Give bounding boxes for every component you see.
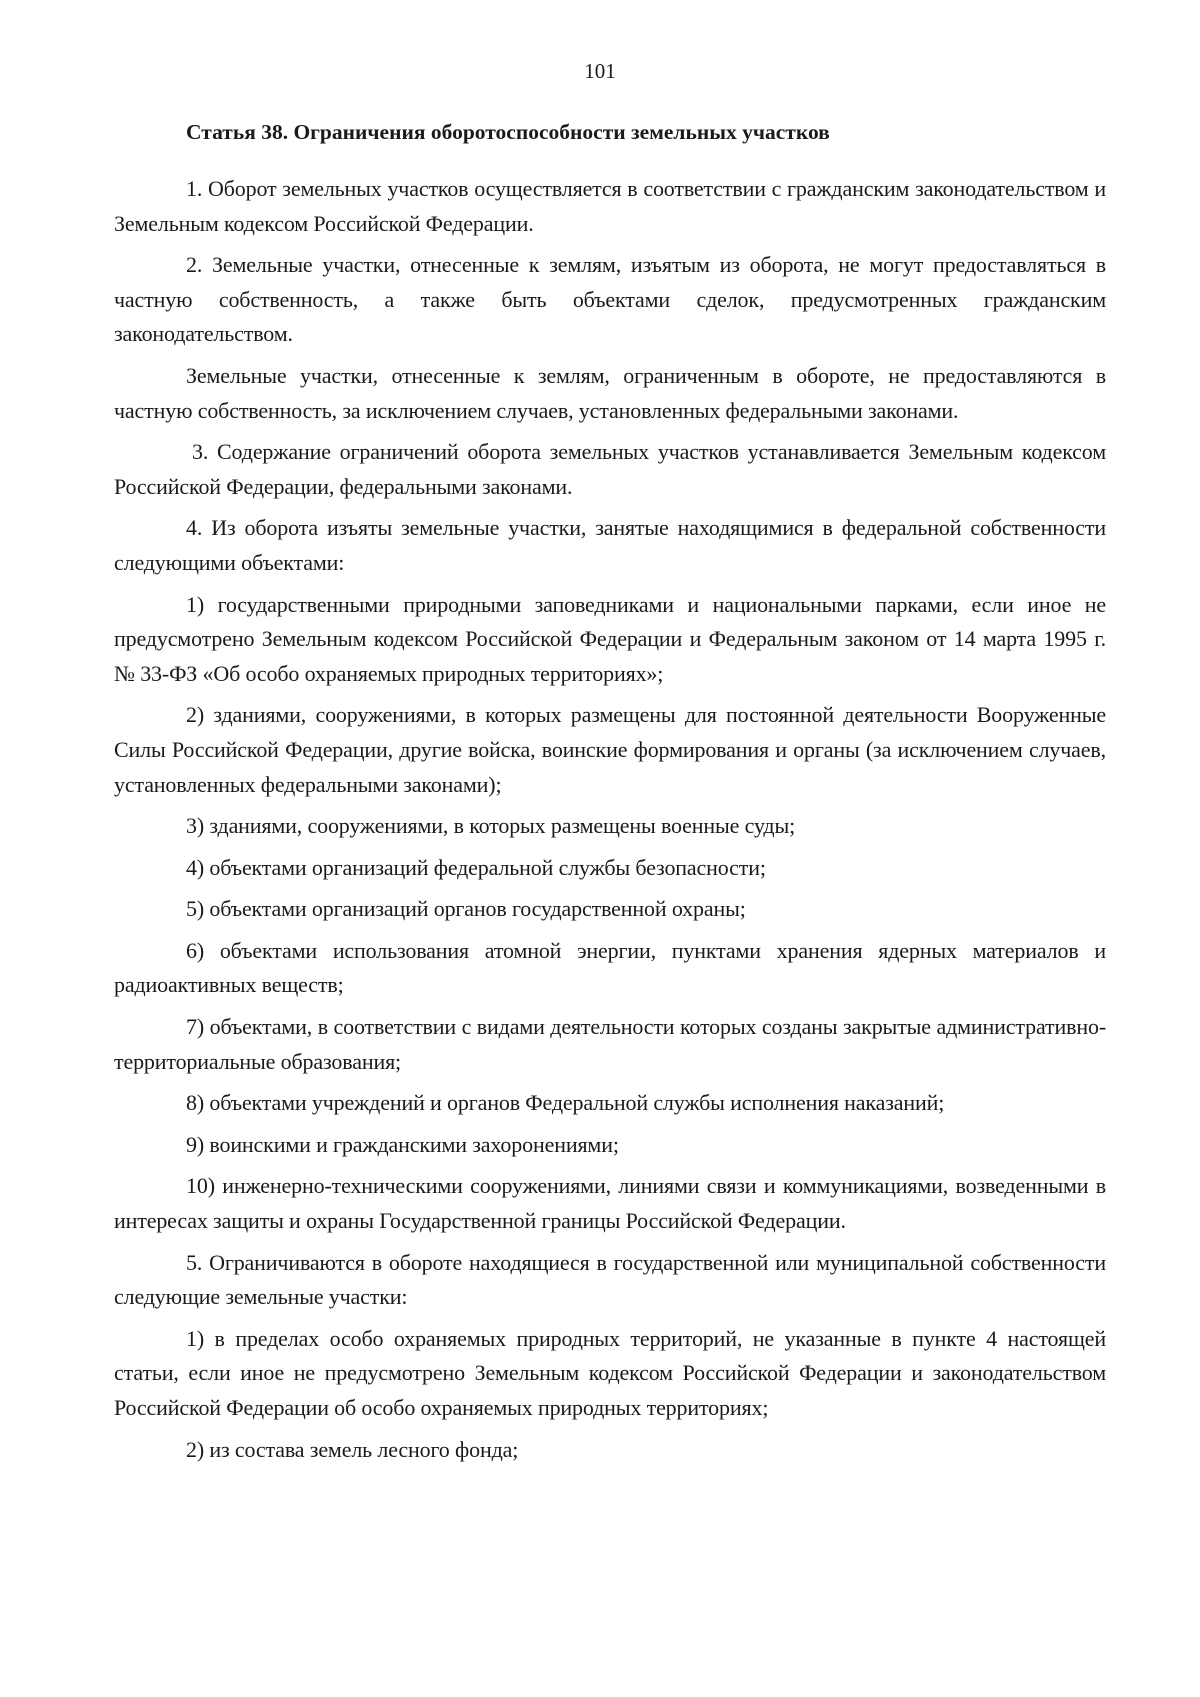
paragraph-3: 3. Содержание ограничений оборота земельных участков устанавливается Земельным кодексом Российской Федерации, федеральными законами. xyxy=(114,439,1106,499)
list-item-4-4: 4) объектами организаций федеральной службы безопасности; xyxy=(186,854,766,880)
list-item-4-6: 6) объектами использования атомной энергии, пунктами хранения ядерных материалов и радиоактивных веществ; xyxy=(114,937,1106,998)
paragraph-2-second: Земельные участки, отнесенные к землям, ограниченным в обороте, не предоставляются в частную собственность, за исключением случаев, установленных федеральными законами. xyxy=(114,362,1106,423)
paragraph-5: 5. Ограничиваются в обороте находящиеся в государственной или муниципальной собственности следующие земельные участки: xyxy=(114,1249,1106,1310)
paragraph-2: 2. Земельные участки, отнесенные к землям, изъятым из оборота, не могут предоставляться в частную собственность, а также быть объектами сделок, предусмотренных гражданским законодательством. xyxy=(114,252,1106,347)
paragraph-4: 4. Из оборота изъяты земельные участки, занятые находящимися в федеральной собственности следующими объектами: xyxy=(114,515,1106,575)
list-item-5-2: 2) из состава земель лесного фонда; xyxy=(186,1436,519,1462)
list-item-4-10: 10) инженерно-техническими сооружениями, линиями связи и коммуникациями, возведенными в интересах защиты и охраны Государственной границы Российской Федерации. xyxy=(114,1173,1106,1234)
list-item-4-9: 9) воинскими и гражданскими захоронениями; xyxy=(186,1131,619,1157)
list-item-5-1: 1) в пределах особо охраняемых природных территорий, не указанные в пункте 4 настоящей статьи, если иное не предусмотрено Земельным кодексом Российской Федерации и законодательством Российской Федерации об особо охраняемых природных территориях; xyxy=(114,1325,1106,1420)
list-item-4-1: 1) государственными природными заповедниками и национальными парками, если иное не предусмотрено Земельным кодексом Российской Федерации и Федеральным законом от 14 марта 1995 г. № 33-ФЗ «Об особо охраняемых природных территориях»; xyxy=(114,591,1106,686)
article-body xyxy=(114,172,1106,1474)
list-item-4-3: 3) зданиями, сооружениями, в которых размещены военные суды; xyxy=(186,813,796,839)
article-title: Статья 38. Ограничения оборотоспособности земельных участков xyxy=(186,120,830,144)
list-item-4-8: 8) объектами учреждений и органов Федеральной службы исполнения наказаний; xyxy=(186,1090,945,1116)
list-item-4-5: 5) объектами организаций органов государственной охраны; xyxy=(186,896,746,922)
page-number: 101 xyxy=(584,59,616,83)
paragraph-1: 1. Оборот земельных участков осуществляется в соответствии с гражданским законодательством и Земельным кодексом Российской Федерации. xyxy=(114,176,1106,236)
list-item-4-2: 2) зданиями, сооружениями, в которых размещены для постоянной деятельности Вооруженные Силы Российской Федерации, другие войска, воинские формирования и органы (за исключением случаев, установленных федеральными законами); xyxy=(114,702,1106,797)
list-item-4-7: 7) объектами, в соответствии с видами деятельности которых созданы закрытые административно-территориальные образования; xyxy=(114,1014,1106,1074)
